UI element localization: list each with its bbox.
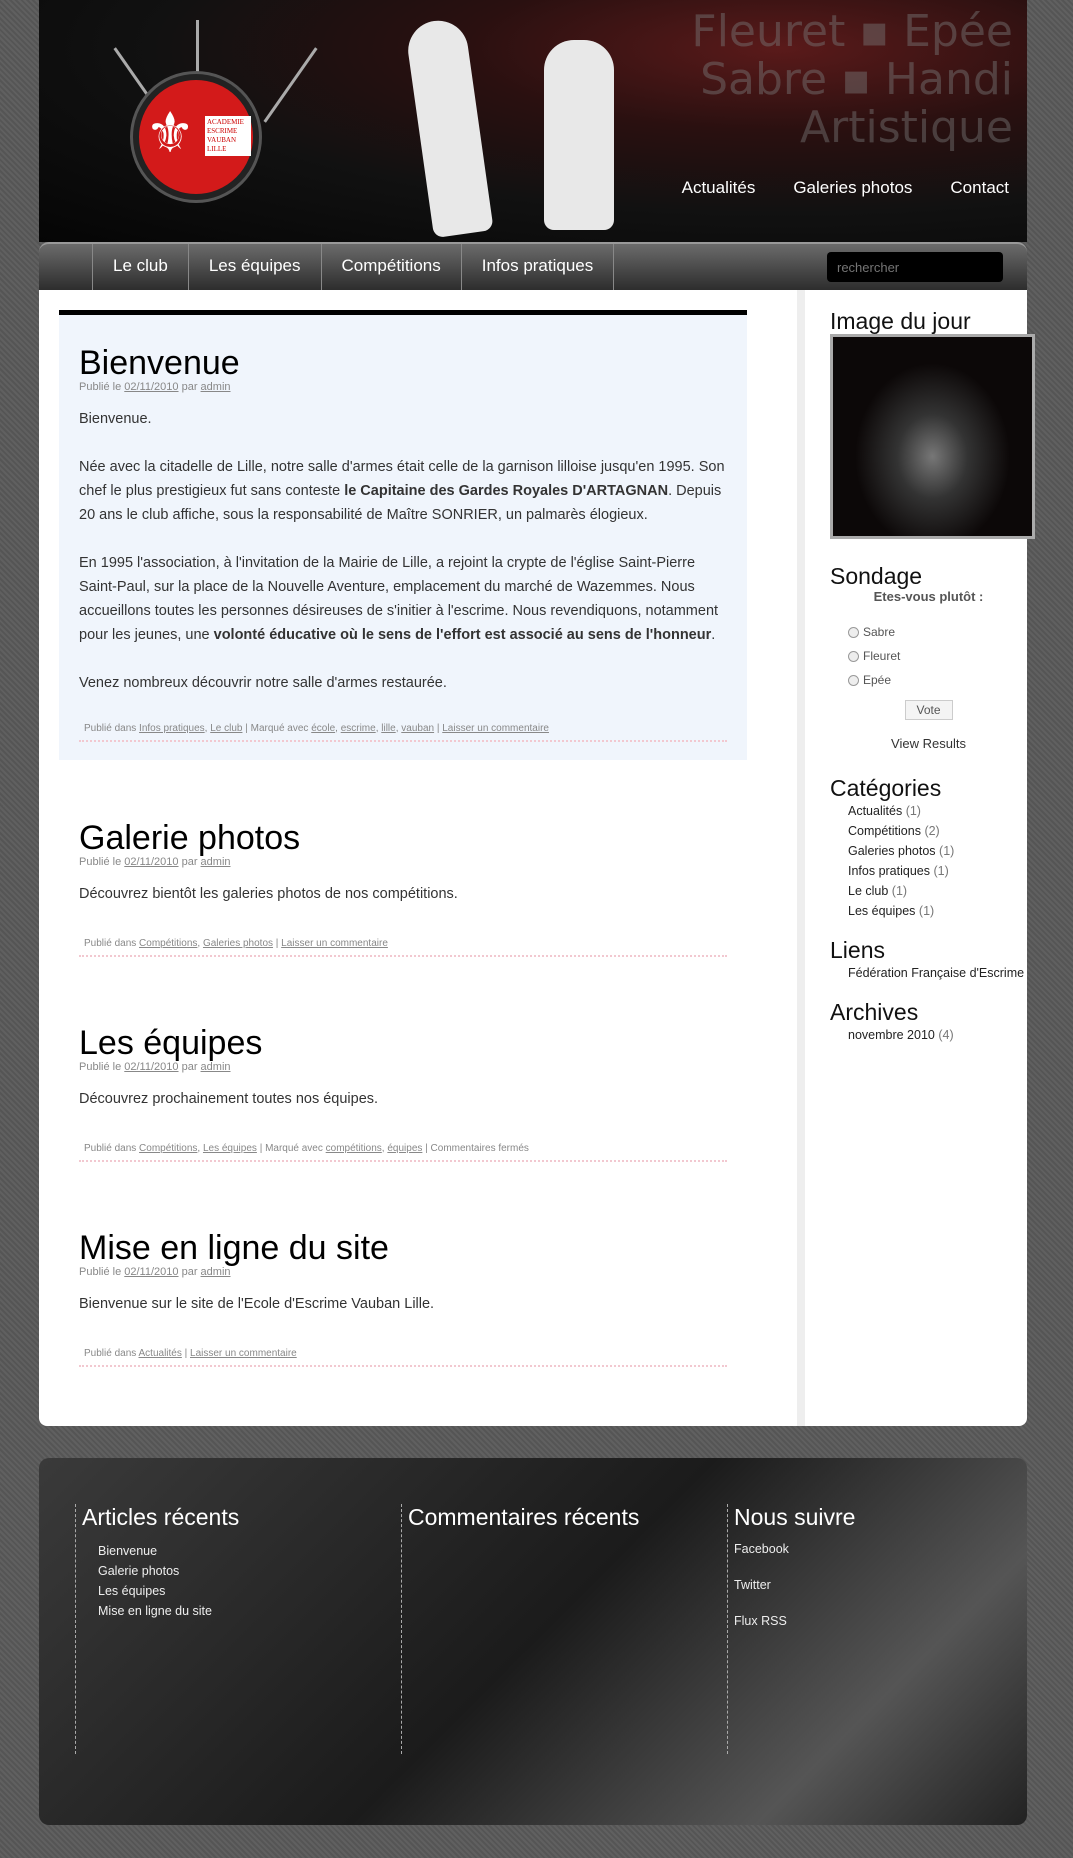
author-link[interactable]: admin xyxy=(200,1266,231,1278)
nav-competitions[interactable]: Compétitions xyxy=(321,244,461,290)
sidebar xyxy=(797,290,1027,1426)
content xyxy=(39,290,1027,1426)
radio-icon[interactable] xyxy=(848,627,859,638)
tag-link[interactable]: compétitions xyxy=(325,1143,382,1154)
category-item[interactable]: Infos pratiques (1) xyxy=(848,864,949,878)
tag-link[interactable]: lille xyxy=(381,723,396,734)
poll-option-sabre[interactable]: Sabre xyxy=(830,622,1027,642)
widget-title: Archives xyxy=(830,999,919,1025)
category-link[interactable]: Le club xyxy=(210,723,243,734)
post-footer: Publié dans Compétitions, Les équipes | Marqué avec compétitions, équipes | Commentaires fermés xyxy=(79,1139,727,1162)
category-item[interactable]: Les équipes (1) xyxy=(848,904,935,918)
epee-icon xyxy=(263,47,317,122)
poll xyxy=(830,589,1027,751)
poll-option-fleuret[interactable]: Fleuret xyxy=(830,646,1027,666)
tag-link[interactable]: escrime xyxy=(340,723,376,734)
comment-link[interactable]: Laisser un commentaire xyxy=(442,723,549,734)
post xyxy=(59,790,747,975)
footer-title: Nous suivre xyxy=(734,1504,856,1530)
fleur-de-lis-icon: ⚜ xyxy=(145,101,196,166)
category-item[interactable]: Galeries photos (1) xyxy=(848,844,955,858)
post-body: Bienvenue. Née avec la citadelle de Lille, notre salle d'armes était celle de la garnison lilloise jusqu'en 1995. Son chef le plus prestigieux fut sans conteste le Capitaine des Gardes Royales D'ARTAGNAN. Depuis 20 ans le club affiche, sous la responsabilité de Maître SONRIER, un palmarès élogieux. En 1995 l'association, à l'invitation de la Mairie de Lille, a rejoint la crypte de l'église Saint-Pierre Saint-Paul, sur la place de la Nouvelle Aventure, emplacement du marché de Wazemmes. Nous accueillons toutes les personnes désireuses de s'initier à l'escrime. Nous revendiquons, notamment pour les jeunes, une volonté éducative où le sens de l'effort est associé au sens de l'honneur. Venez nombreux découvrir notre salle d'armes restaurée. xyxy=(79,411,725,691)
category-link[interactable]: Infos pratiques xyxy=(139,723,205,734)
facebook-link[interactable]: Facebook xyxy=(734,1542,789,1556)
post-date-link[interactable]: 02/11/2010 xyxy=(124,381,179,393)
category-link[interactable]: Les équipes xyxy=(202,1143,257,1154)
link-item[interactable]: Fédération Française d'Escrime xyxy=(848,966,1025,980)
footer-title: Articles récents xyxy=(82,1504,240,1530)
header xyxy=(39,0,1027,242)
post-date-link[interactable]: 02/11/2010 xyxy=(124,856,179,868)
post-date-link[interactable]: 02/11/2010 xyxy=(124,1061,179,1073)
radio-icon[interactable] xyxy=(848,675,859,686)
category-item[interactable]: Compétitions (2) xyxy=(848,824,940,838)
comment-link[interactable]: Laisser un commentaire xyxy=(281,938,388,949)
post-date-link[interactable]: 02/11/2010 xyxy=(124,1266,179,1278)
post xyxy=(59,1200,747,1385)
image-of-the-day[interactable] xyxy=(830,334,1035,539)
recent-comments xyxy=(401,1504,639,1754)
footer xyxy=(39,1458,1027,1825)
recent-post-link[interactable]: Galerie photos xyxy=(98,1564,180,1578)
post xyxy=(59,995,747,1180)
tag-link[interactable]: équipes xyxy=(387,1143,423,1154)
club-logo[interactable] xyxy=(133,74,259,200)
comment-link[interactable]: Laisser un commentaire xyxy=(190,1348,297,1359)
recent-post-link[interactable]: Mise en ligne du site xyxy=(98,1604,212,1618)
fencer-image xyxy=(544,40,614,230)
poll-question: Etes-vous plutôt : xyxy=(873,589,984,604)
top-nav xyxy=(682,178,1009,198)
recent-post-link[interactable]: Les équipes xyxy=(98,1584,166,1598)
tag-link[interactable]: vauban xyxy=(401,723,435,734)
post-title[interactable]: Galerie photos xyxy=(79,819,301,857)
post-title[interactable]: Les équipes xyxy=(79,1024,263,1062)
post-meta: Publié le 02/11/2010 par admin xyxy=(79,381,231,393)
widget-title: Catégories xyxy=(830,775,942,801)
view-results-link[interactable]: View Results xyxy=(891,736,966,751)
recent-posts xyxy=(75,1504,239,1754)
post-meta: Publié le 02/11/2010 par admin xyxy=(79,1266,231,1278)
footer-title: Commentaires récents xyxy=(408,1504,640,1530)
rss-link[interactable]: Flux RSS xyxy=(734,1614,787,1628)
category-item[interactable]: Le club (1) xyxy=(848,884,908,898)
post-meta: Publié le 02/11/2010 par admin xyxy=(79,1061,231,1073)
post-body: Découvrez prochainement toutes nos équipes. xyxy=(79,1091,379,1107)
main-nav xyxy=(39,242,1027,290)
nav-les-equipes[interactable]: Les équipes xyxy=(188,244,321,290)
author-link[interactable]: admin xyxy=(200,381,231,393)
category-link[interactable]: Compétitions xyxy=(139,1143,198,1154)
post-title[interactable]: Bienvenue xyxy=(79,344,240,382)
poll-option-epee[interactable]: Epée xyxy=(830,670,1027,690)
search-input[interactable] xyxy=(827,252,1003,282)
weapons-tagline: Fleuret ▪ Epée Sabre ▪ Handi Artistique xyxy=(691,6,1013,153)
archive-item[interactable]: novembre 2010 (4) xyxy=(848,1028,954,1042)
top-link-contact[interactable]: Contact xyxy=(950,178,1009,197)
post-meta: Publié le 02/11/2010 par admin xyxy=(79,856,231,868)
follow-us xyxy=(727,1504,855,1754)
post-title[interactable]: Mise en ligne du site xyxy=(79,1229,389,1267)
author-link[interactable]: admin xyxy=(200,856,231,868)
widget-title: Liens xyxy=(830,937,885,963)
post xyxy=(59,310,747,760)
top-link-galeries[interactable]: Galeries photos xyxy=(793,178,913,197)
post-body: Bienvenue sur le site de l'Ecole d'Escrime Vauban Lille. xyxy=(79,1296,435,1312)
post-footer: Publié dans Actualités | Laisser un commentaire xyxy=(79,1344,727,1367)
post-body: Découvrez bientôt les galeries photos de nos compétitions. xyxy=(79,886,458,902)
category-item[interactable]: Actualités (1) xyxy=(848,804,921,818)
post-footer: Publié dans Compétitions, Galeries photos | Laisser un commentaire xyxy=(79,934,727,957)
widget-title: Sondage xyxy=(830,563,923,589)
nav-infos-pratiques[interactable]: Infos pratiques xyxy=(461,244,615,290)
logo-text: ACADEMIE ESCRIME VAUBAN LILLE xyxy=(205,116,251,156)
category-link[interactable]: Actualités xyxy=(138,1348,182,1359)
vote-button[interactable]: Vote xyxy=(905,700,953,720)
recent-post-link[interactable]: Bienvenue xyxy=(98,1544,158,1558)
author-link[interactable]: admin xyxy=(200,1061,231,1073)
categories-list xyxy=(830,801,1027,921)
post-footer: Publié dans Infos pratiques, Le club | Marqué avec école, escrime, lille, vauban | Laisser un commentaire xyxy=(79,719,727,742)
top-link-actualites[interactable]: Actualités xyxy=(681,178,756,197)
posts-list xyxy=(59,310,747,1385)
category-link[interactable]: Galeries photos xyxy=(202,938,274,949)
tag-link[interactable]: école xyxy=(311,723,336,734)
twitter-link[interactable]: Twitter xyxy=(734,1578,771,1592)
radio-icon[interactable] xyxy=(848,651,859,662)
category-link[interactable]: Compétitions xyxy=(139,938,198,949)
fencer-image xyxy=(404,17,493,238)
nav-le-club[interactable]: Le club xyxy=(92,244,188,290)
widget-title: Image du jour xyxy=(830,308,971,334)
